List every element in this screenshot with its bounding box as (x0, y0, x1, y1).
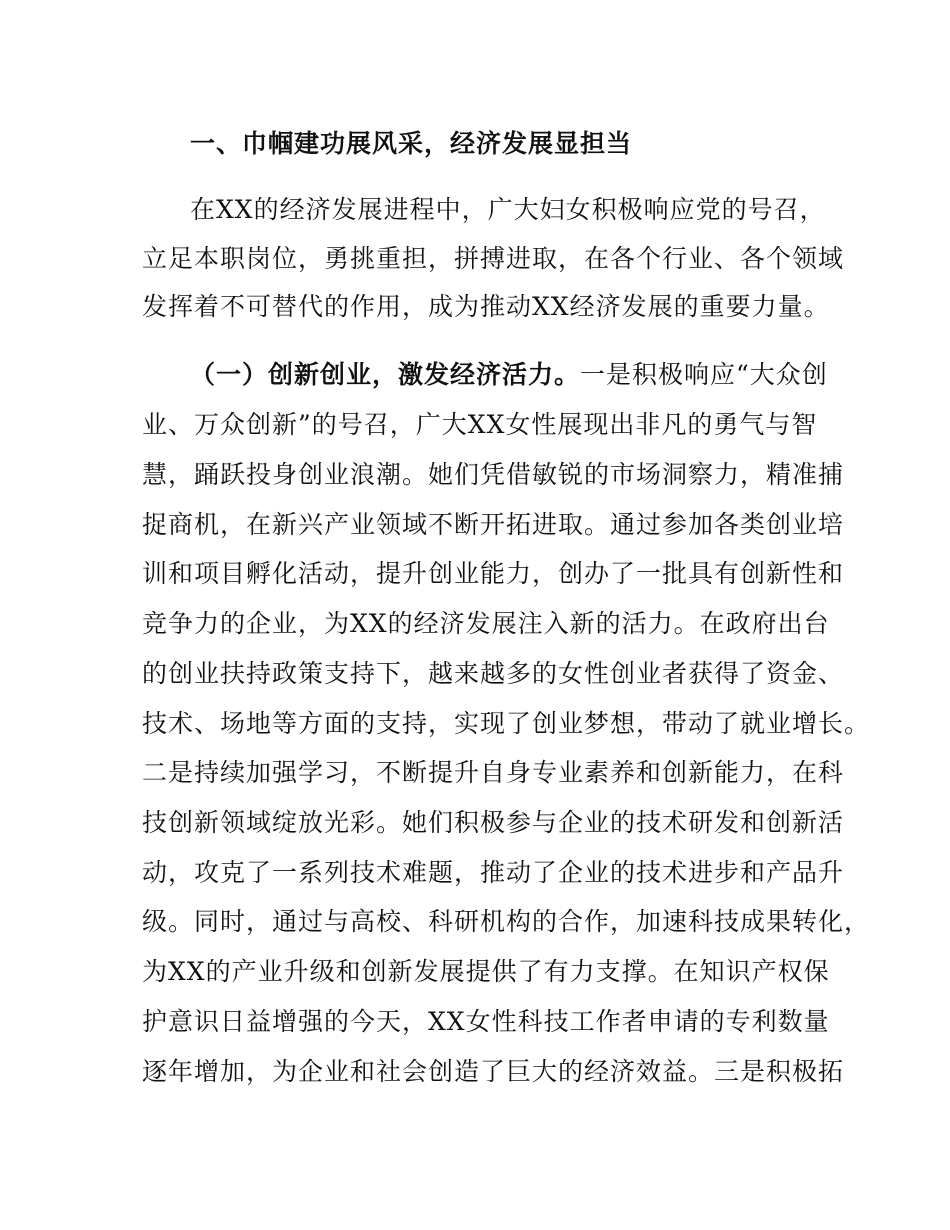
body-line: 级。同时，通过与高校、科研机构的合作，加速科技成果转化， (142, 907, 871, 936)
body-line: 技创新领域绽放光彩。她们积极参与企业的技术研发和创新活 (142, 808, 845, 837)
intro-line: 立足本职岗位，勇挑重担，拼搏进取，在各个行业、各个领域 (142, 244, 845, 273)
body-line: 动，攻克了一系列技术难题，推动了企业的技术进步和产品升 (142, 858, 845, 887)
body-line: 技术、场地等方面的支持，实现了创业梦想，带动了就业增长。 (142, 709, 871, 738)
section-heading: 一、巾帼建功展风采，经济发展显担当 (190, 129, 633, 158)
body-line: 逐年增加，为企业和社会创造了巨大的经济效益。三是积极拓 (142, 1057, 845, 1086)
subsection-heading: （一）创新创业，激发经济活力。 (190, 360, 581, 389)
body-line: 业、万众创新”的号召，广大XX女性展现出非凡的勇气与智 (142, 410, 818, 439)
body-line: 竞争力的企业，为XX的经济发展注入新的活力。在政府出台 (142, 609, 830, 638)
body-line: 为XX的产业升级和创新发展提供了有力支撑。在知识产权保 (142, 957, 830, 986)
body-line: 护意识日益增强的今天，XX女性科技工作者申请的专利数量 (142, 1007, 830, 1036)
subsection-first-line-text: 一是积极响应“大众创 (580, 360, 828, 389)
intro-line: 发挥着不可替代的作用，成为推动XX经济发展的重要力量。 (142, 292, 830, 321)
body-line: 训和项目孵化活动，提升创业能力，创办了一批具有创新性和 (142, 559, 845, 588)
intro-line: 在XX的经济发展进程中，广大妇女积极响应党的号召， (190, 195, 826, 224)
body-line: 的创业扶持政策支持下，越来越多的女性创业者获得了资金、 (142, 659, 845, 688)
subsection-first-line (190, 360, 828, 390)
body-line: 捉商机，在新兴产业领域不断开拓进取。通过参加各类创业培 (142, 510, 845, 539)
body-line: 二是持续加强学习，不断提升自身专业素养和创新能力，在科 (142, 758, 845, 787)
body-line: 慧，踊跃投身创业浪潮。她们凭借敏锐的市场洞察力，精准捕 (142, 460, 845, 489)
